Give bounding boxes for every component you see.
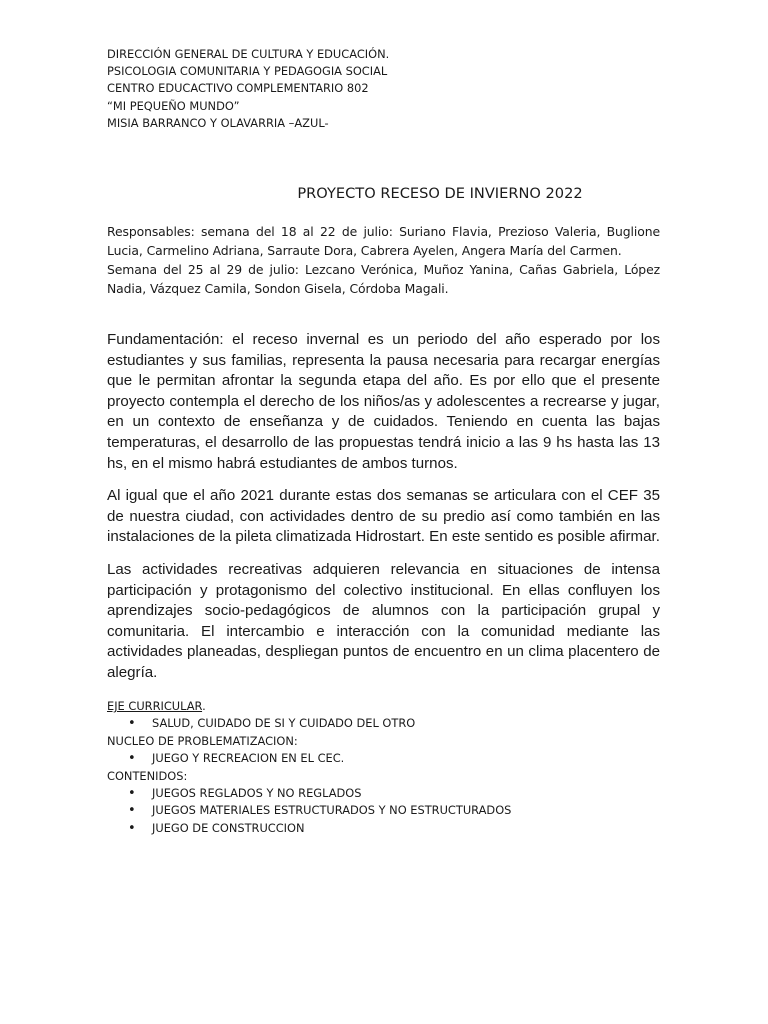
header-line: CENTRO EDUCACTIVO COMPLEMENTARIO 802 — [107, 81, 369, 96]
paragraph-actividades: Las actividades recreativas adquieren relevancia en situaciones de intensa participación y protagonismo del colectivo institucional. En ellas confluyen los aprendizajes socio-pedagógicos de alumnos con la participación grupal y comunitaria. El intercambio e interacción con la comunidad mediante las actividades planeadas, despliegan puntos de encuentro en un clima placentero de alegría. — [107, 560, 660, 681]
contenidos-heading: CONTENIDOS: — [107, 768, 188, 783]
institution-header — [107, 46, 667, 132]
list-item — [107, 750, 667, 767]
bullet-icon: • — [128, 751, 136, 767]
list-item — [107, 715, 667, 732]
bullet-icon: • — [128, 803, 136, 819]
list-item-text: JUEGOS MATERIALES ESTRUCTURADOS Y NO ESTRUCTURADOS — [152, 803, 512, 818]
nucleo-heading: NUCLEO DE PROBLEMATIZACION: — [107, 733, 298, 748]
bullet-icon: • — [128, 786, 136, 802]
body-text — [107, 330, 660, 684]
eje-list — [107, 715, 667, 732]
list-item — [107, 785, 667, 802]
header-line: DIRECCIÓN GENERAL DE CULTURA Y EDUCACIÓN. — [107, 47, 390, 61]
document-title: PROYECTO RECESO DE INVIERNO 2022 — [297, 185, 583, 202]
contenidos-list — [107, 785, 667, 837]
list-item-text: JUEGOS REGLADOS Y NO REGLADOS — [152, 786, 362, 801]
bullet-icon: • — [128, 716, 136, 732]
responsables-week-1: Responsables: semana del 18 al 22 de julio: Suriano Flavia, Prezioso Valeria, Buglione Lucia, Carmelino Adriana, Sarraute Dora, Cabrera Ayelen, Angera María del Carmen. — [107, 224, 660, 258]
list-item-text: JUEGO DE CONSTRUCCION — [152, 820, 305, 835]
paragraph-articulacion: Al igual que el año 2021 durante estas dos semanas se articulara con el CEF 35 de nuestra ciudad, con actividades dentro de su predio así como también en las instalaciones de la pileta climatizada Hidrostart. En este sentido es posible afirmar. — [107, 487, 660, 546]
bullet-icon: • — [128, 820, 136, 836]
header-line: PSICOLOGIA COMUNITARIA Y PEDAGOGIA SOCIAL — [107, 64, 388, 79]
list-item — [107, 820, 667, 837]
paragraph-fundamentacion: Fundamentación: el receso invernal es un periodo del año esperado por los estudiantes y sus familias, representa la pausa necesaria para recargar energías que le permitan afrontar la segunda etapa del año. Es por ello que el presente proyecto contempla el derecho de los niños/as y adolescentes a recrearse y jugar, en un contexto de enseñanza y de cuidados. Teniendo en cuenta las bajas temperaturas, el desarrollo de las propuestas tendrá inicio a las 9 hs hasta las 13 hs, en el mismo habrá estudiantes de ambos turnos. — [107, 331, 660, 472]
header-line: MISIA BARRANCO Y OLAVARRIA –AZUL- — [107, 115, 329, 130]
list-item-text: SALUD, CUIDADO DE SI Y CUIDADO DEL OTRO — [152, 716, 416, 731]
responsables-section — [107, 222, 660, 298]
eje-curricular-label: EJE CURRICULAR — [107, 699, 203, 713]
list-item-text: JUEGO Y RECREACION EN EL CEC. — [152, 751, 345, 766]
header-line: “MI PEQUEÑO MUNDO” — [107, 98, 240, 113]
list-item — [107, 802, 667, 819]
nucleo-list — [107, 750, 667, 767]
curriculum-section — [107, 698, 667, 837]
responsables-week-2: Semana del 25 al 29 de julio: Lezcano Verónica, Muñoz Yanina, Cañas Gabriela, López Nadia, Vázquez Camila, Sondon Gisela, Córdoba Magali. — [107, 262, 660, 296]
eje-curricular-period: . — [202, 699, 206, 713]
eje-curricular-heading — [107, 698, 667, 715]
